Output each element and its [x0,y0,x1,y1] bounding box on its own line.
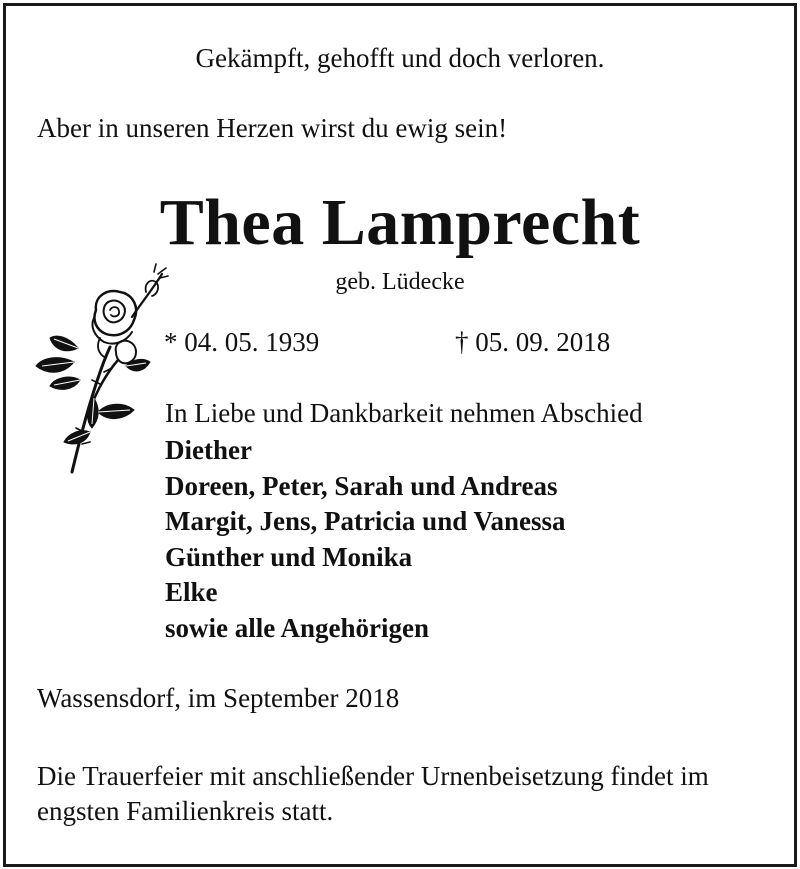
maiden-name: geb. Lüdecke [335,269,465,295]
birth-date: * 04. 05. 1939 [164,327,320,357]
mourner-line: Doreen, Peter, Sarah und Andreas [165,470,558,501]
mourner-line: Diether [165,435,252,465]
place-date: Wassensdorf, im September 2018 [37,683,400,713]
motto-line-2: Aber in unseren Herzen wirst du ewig sein! [37,113,508,143]
mourners-list [165,433,566,646]
mourner-line: sowie alle Angehörigen [165,612,429,643]
motto-line-1: Gekämpft, gehofft und doch verloren. [195,43,605,73]
funeral-notice: Die Trauerfeier mit anschließender Urnenbeisetzung findet im engsten Familienkreis statt. [37,761,709,826]
deceased-name: Thea Lamprecht [159,186,641,259]
rose-icon [34,262,174,477]
death-date: † 05. 09. 2018 [455,327,611,357]
mourner-line: Günther und Monika [165,541,413,572]
mourner-line: Margit, Jens, Patricia und Vanessa [165,506,566,536]
mourner-line: Elke [165,577,218,607]
mourners-intro: In Liebe und Dankbarkeit nehmen Abschied [165,398,643,428]
